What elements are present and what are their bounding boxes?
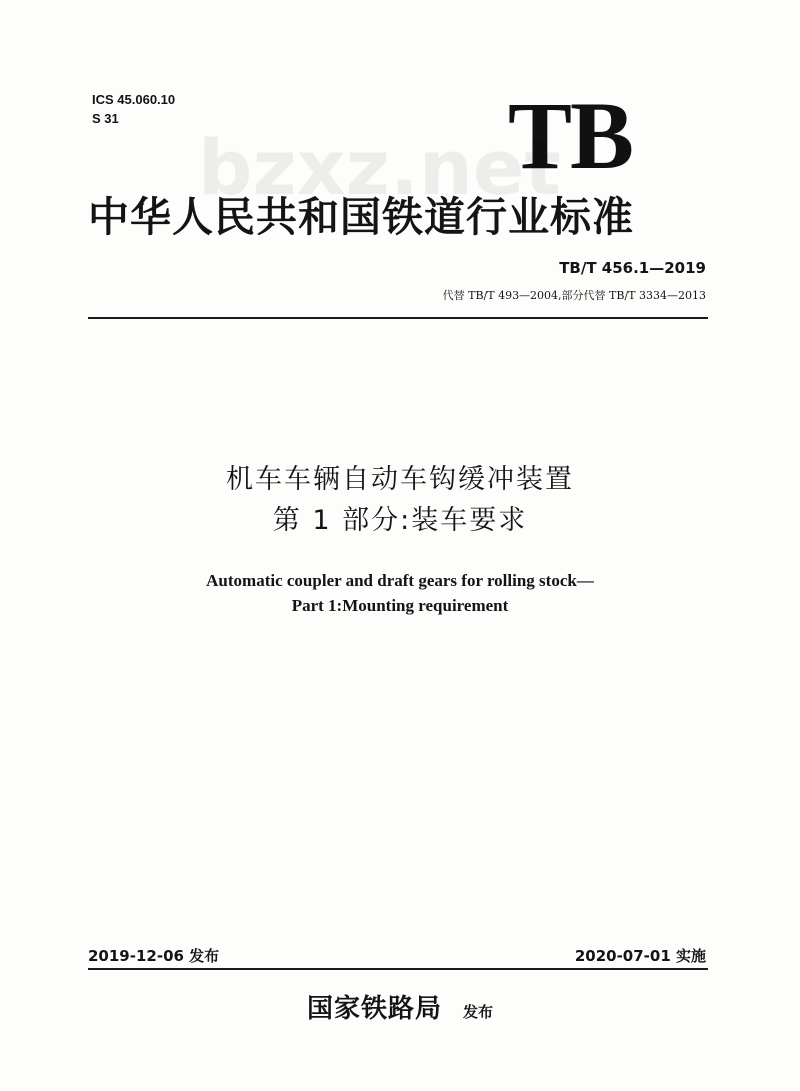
english-title-line2: Part 1:Mounting requirement bbox=[291, 596, 509, 615]
classification-block bbox=[92, 90, 175, 128]
english-title bbox=[0, 568, 800, 618]
publisher-name: 国家铁路局 bbox=[306, 994, 442, 1024]
publisher-line bbox=[0, 988, 800, 1025]
class-code: S 31 bbox=[92, 111, 119, 126]
watermark: bzxz.net bbox=[198, 123, 561, 212]
issue-date: 2019-12-06 发布 bbox=[88, 947, 220, 965]
ics-code: ICS 45.060.10 bbox=[92, 92, 176, 107]
tb-logo: TB bbox=[508, 82, 633, 189]
bottom-divider bbox=[88, 968, 708, 970]
top-divider bbox=[88, 317, 708, 319]
replaces-note: 代替 TB/T 493—2004,部分代替 TB/T 3334—2013 bbox=[442, 289, 706, 302]
chinese-title-line1: 机车车辆自动车钩缓冲装置 bbox=[226, 464, 574, 495]
implementation-date: 2020-07-01 实施 bbox=[574, 947, 706, 965]
chinese-title-line2: 第 1 部分:装车要求 bbox=[272, 505, 528, 536]
publish-label: 发布 bbox=[463, 1003, 494, 1021]
english-title-line1: Automatic coupler and draft gears for rolling stock— bbox=[206, 571, 594, 590]
standard-number: TB/T 456.1—2019 bbox=[559, 259, 706, 277]
standard-category-title: 中华人民共和国铁道行业标准 bbox=[88, 193, 634, 241]
chinese-title bbox=[0, 459, 800, 541]
